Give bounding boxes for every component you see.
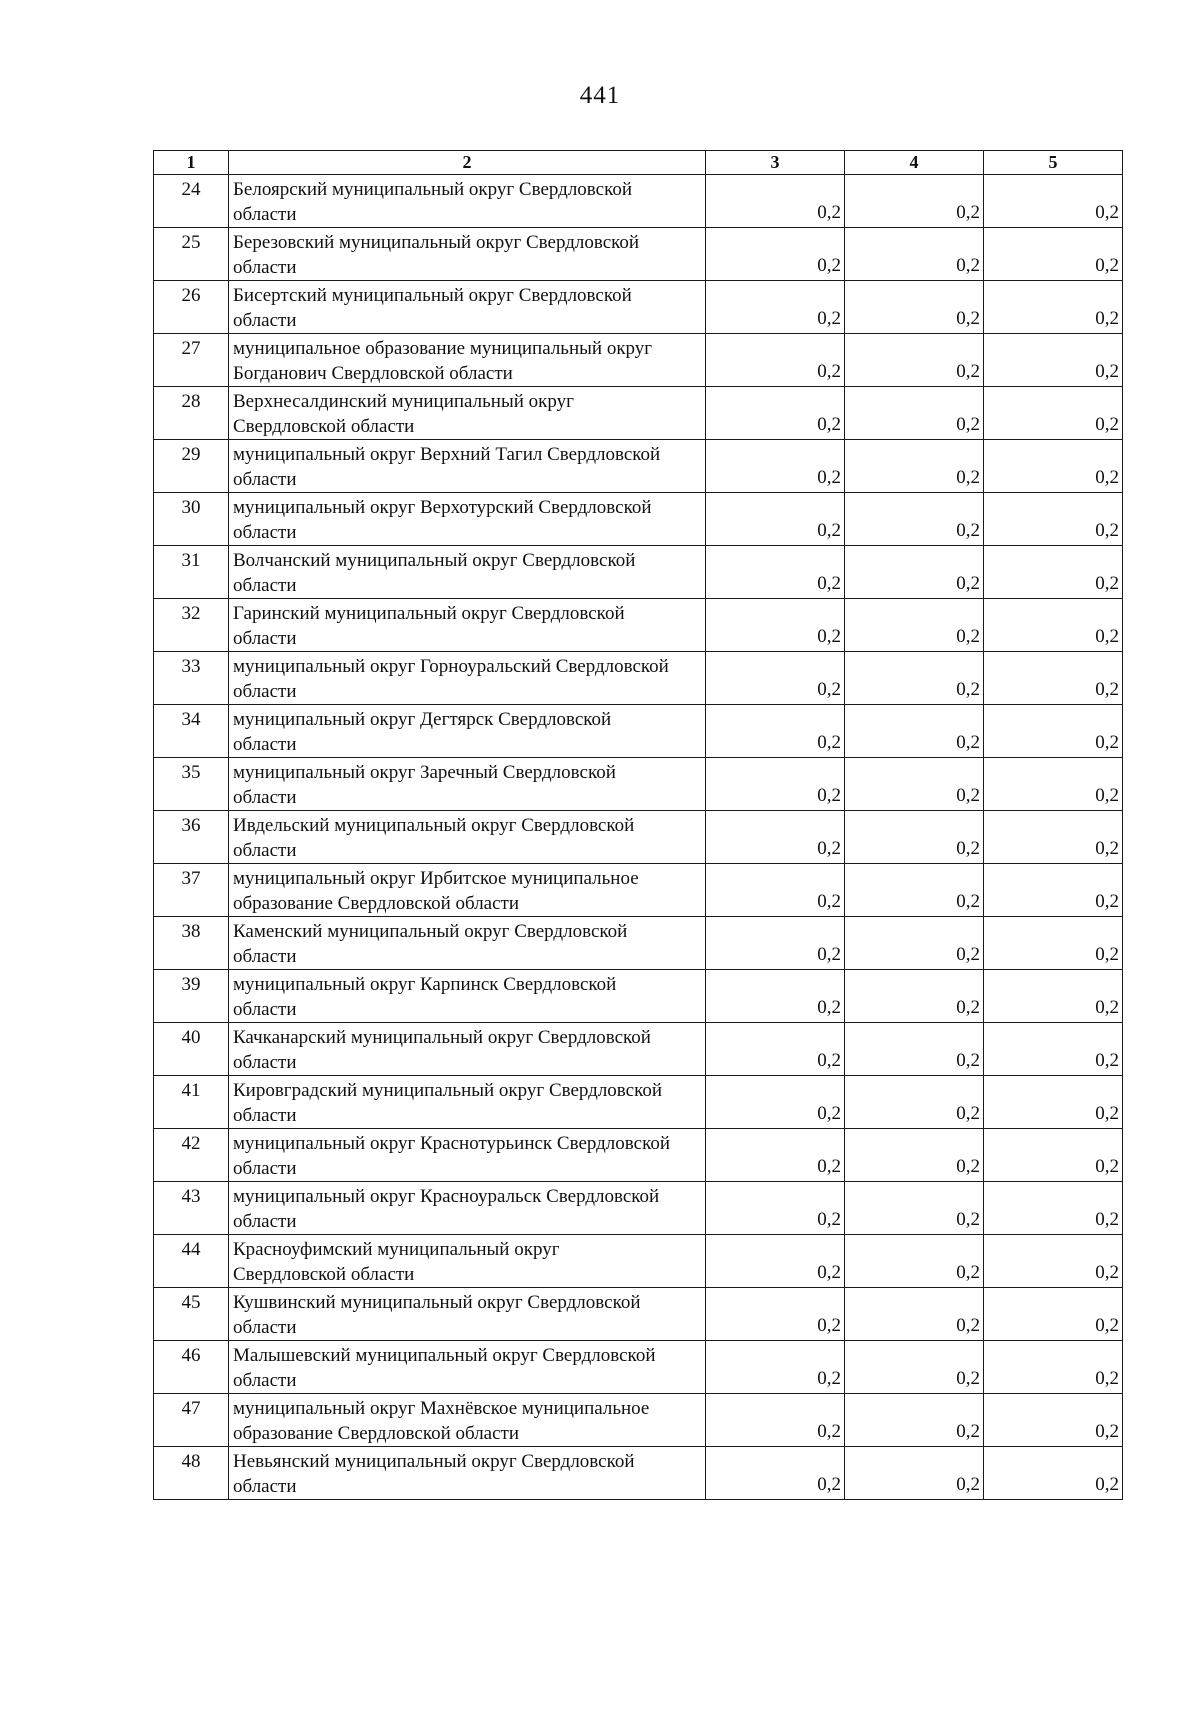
row-number: 36 bbox=[154, 811, 229, 864]
allocation-table bbox=[153, 150, 1123, 1500]
row-number: 33 bbox=[154, 652, 229, 705]
value-col-3: 0,2 bbox=[706, 175, 845, 228]
municipality-name-line-1: муниципальный округ Верхний Тагил Свердловской bbox=[233, 444, 661, 465]
value-col-3: 0,2 bbox=[706, 387, 845, 440]
table-row bbox=[154, 811, 1123, 864]
row-number: 32 bbox=[154, 599, 229, 652]
municipality-name-cell bbox=[229, 599, 706, 652]
value-col-5: 0,2 bbox=[984, 599, 1123, 652]
value-col-5: 0,2 bbox=[984, 334, 1123, 387]
value-col-4: 0,2 bbox=[845, 652, 984, 705]
value-col-5: 0,2 bbox=[984, 546, 1123, 599]
value-col-3: 0,2 bbox=[706, 1235, 845, 1288]
municipality-name-line-1: Березовский муниципальный округ Свердловской bbox=[233, 232, 640, 253]
value-col-5: 0,2 bbox=[984, 493, 1123, 546]
value-col-3: 0,2 bbox=[706, 1341, 845, 1394]
table-row bbox=[154, 493, 1123, 546]
value-col-3: 0,2 bbox=[706, 1394, 845, 1447]
municipality-name-line-1: муниципальный округ Ирбитское муниципальное bbox=[233, 868, 639, 889]
table-header bbox=[154, 151, 1123, 175]
value-col-4: 0,2 bbox=[845, 546, 984, 599]
municipality-name-line-2: области bbox=[233, 575, 297, 596]
municipality-name-cell bbox=[229, 493, 706, 546]
municipality-name-cell bbox=[229, 970, 706, 1023]
value-col-5: 0,2 bbox=[984, 1076, 1123, 1129]
municipality-name-line-2: области bbox=[233, 734, 297, 755]
column-header-2: 2 bbox=[229, 151, 706, 175]
table-row bbox=[154, 1235, 1123, 1288]
value-col-3: 0,2 bbox=[706, 1129, 845, 1182]
municipality-name-cell bbox=[229, 1182, 706, 1235]
municipality-name-cell bbox=[229, 1023, 706, 1076]
municipality-name-line-2: образование Свердловской области bbox=[233, 1423, 520, 1444]
municipality-name-cell bbox=[229, 1288, 706, 1341]
municipality-name-cell bbox=[229, 1129, 706, 1182]
municipality-name-line-1: Качканарский муниципальный округ Свердловской bbox=[233, 1027, 651, 1048]
municipality-name-cell bbox=[229, 175, 706, 228]
value-col-3: 0,2 bbox=[706, 1182, 845, 1235]
municipality-name-cell bbox=[229, 228, 706, 281]
municipality-name-line-1: Белоярский муниципальный округ Свердловской bbox=[233, 179, 633, 200]
table-row bbox=[154, 1288, 1123, 1341]
table-row bbox=[154, 546, 1123, 599]
row-number: 27 bbox=[154, 334, 229, 387]
municipality-name-cell bbox=[229, 811, 706, 864]
municipality-name-line-2: области bbox=[233, 1370, 297, 1391]
municipality-name-line-2: области bbox=[233, 840, 297, 861]
value-col-4: 0,2 bbox=[845, 811, 984, 864]
municipality-name-line-2: области bbox=[233, 1211, 297, 1232]
row-number: 30 bbox=[154, 493, 229, 546]
value-col-3: 0,2 bbox=[706, 228, 845, 281]
value-col-3: 0,2 bbox=[706, 970, 845, 1023]
row-number: 39 bbox=[154, 970, 229, 1023]
value-col-3: 0,2 bbox=[706, 440, 845, 493]
value-col-5: 0,2 bbox=[984, 175, 1123, 228]
value-col-3: 0,2 bbox=[706, 334, 845, 387]
municipality-name-line-1: Каменский муниципальный округ Свердловской bbox=[233, 921, 628, 942]
municipality-name-line-1: Ивдельский муниципальный округ Свердловской bbox=[233, 815, 635, 836]
table-row bbox=[154, 1129, 1123, 1182]
value-col-3: 0,2 bbox=[706, 493, 845, 546]
municipality-name-line-2: области bbox=[233, 681, 297, 702]
municipality-name-line-2: Богданович Свердловской области bbox=[233, 363, 513, 384]
column-header-1: 1 bbox=[154, 151, 229, 175]
value-col-5: 0,2 bbox=[984, 1182, 1123, 1235]
municipality-name-line-1: Кушвинский муниципальный округ Свердловской bbox=[233, 1292, 641, 1313]
value-col-4: 0,2 bbox=[845, 1129, 984, 1182]
municipality-name-cell bbox=[229, 652, 706, 705]
table-row bbox=[154, 440, 1123, 493]
value-col-4: 0,2 bbox=[845, 970, 984, 1023]
value-col-5: 0,2 bbox=[984, 1447, 1123, 1500]
column-header-4: 4 bbox=[845, 151, 984, 175]
value-col-5: 0,2 bbox=[984, 281, 1123, 334]
municipality-name-cell bbox=[229, 1341, 706, 1394]
value-col-4: 0,2 bbox=[845, 1288, 984, 1341]
municipality-name-line-1: муниципальное образование муниципальный округ bbox=[233, 338, 653, 359]
row-number: 45 bbox=[154, 1288, 229, 1341]
value-col-5: 0,2 bbox=[984, 705, 1123, 758]
value-col-3: 0,2 bbox=[706, 1288, 845, 1341]
municipality-name-line-2: Свердловской области bbox=[233, 416, 415, 437]
table-row bbox=[154, 1447, 1123, 1500]
municipality-name-line-2: области bbox=[233, 1317, 297, 1338]
value-col-3: 0,2 bbox=[706, 281, 845, 334]
municipality-name-line-1: Волчанский муниципальный округ Свердловской bbox=[233, 550, 636, 571]
value-col-4: 0,2 bbox=[845, 599, 984, 652]
value-col-4: 0,2 bbox=[845, 917, 984, 970]
municipality-name-cell bbox=[229, 1394, 706, 1447]
municipality-name-cell bbox=[229, 705, 706, 758]
municipality-name-line-2: Свердловской области bbox=[233, 1264, 415, 1285]
value-col-3: 0,2 bbox=[706, 758, 845, 811]
municipality-name-cell bbox=[229, 1235, 706, 1288]
municipality-name-cell bbox=[229, 917, 706, 970]
municipality-name-line-1: Кировградский муниципальный округ Свердловской bbox=[233, 1080, 663, 1101]
municipality-name-cell bbox=[229, 1447, 706, 1500]
municipality-name-line-1: Невьянский муниципальный округ Свердловской bbox=[233, 1451, 635, 1472]
municipality-name-line-1: Бисертский муниципальный округ Свердловской bbox=[233, 285, 632, 306]
table-row bbox=[154, 1076, 1123, 1129]
row-number: 44 bbox=[154, 1235, 229, 1288]
row-number: 46 bbox=[154, 1341, 229, 1394]
municipality-name-line-2: области bbox=[233, 1105, 297, 1126]
row-number: 40 bbox=[154, 1023, 229, 1076]
value-col-5: 0,2 bbox=[984, 1288, 1123, 1341]
value-col-5: 0,2 bbox=[984, 228, 1123, 281]
value-col-3: 0,2 bbox=[706, 1076, 845, 1129]
row-number: 34 bbox=[154, 705, 229, 758]
municipality-name-line-2: области bbox=[233, 946, 297, 967]
value-col-5: 0,2 bbox=[984, 864, 1123, 917]
value-col-4: 0,2 bbox=[845, 1076, 984, 1129]
row-number: 26 bbox=[154, 281, 229, 334]
municipality-name-line-2: области bbox=[233, 522, 297, 543]
table-row bbox=[154, 175, 1123, 228]
row-number: 38 bbox=[154, 917, 229, 970]
municipality-name-line-2: образование Свердловской области bbox=[233, 893, 520, 914]
value-col-3: 0,2 bbox=[706, 864, 845, 917]
municipality-name-line-1: Верхнесалдинский муниципальный округ bbox=[233, 391, 574, 412]
row-number: 25 bbox=[154, 228, 229, 281]
table-row bbox=[154, 1341, 1123, 1394]
municipality-name-cell bbox=[229, 440, 706, 493]
table-row bbox=[154, 1394, 1123, 1447]
value-col-4: 0,2 bbox=[845, 1023, 984, 1076]
table-row bbox=[154, 599, 1123, 652]
row-number: 29 bbox=[154, 440, 229, 493]
row-number: 41 bbox=[154, 1076, 229, 1129]
municipality-name-line-1: Гаринский муниципальный округ Свердловской bbox=[233, 603, 625, 624]
value-col-4: 0,2 bbox=[845, 864, 984, 917]
municipality-name-line-2: области bbox=[233, 257, 297, 278]
value-col-4: 0,2 bbox=[845, 228, 984, 281]
value-col-4: 0,2 bbox=[845, 1182, 984, 1235]
value-col-5: 0,2 bbox=[984, 917, 1123, 970]
table-row bbox=[154, 970, 1123, 1023]
table-row bbox=[154, 705, 1123, 758]
value-col-5: 0,2 bbox=[984, 1341, 1123, 1394]
municipality-name-cell bbox=[229, 546, 706, 599]
value-col-5: 0,2 bbox=[984, 652, 1123, 705]
municipality-name-line-1: муниципальный округ Заречный Свердловской bbox=[233, 762, 616, 783]
value-col-3: 0,2 bbox=[706, 811, 845, 864]
value-col-4: 0,2 bbox=[845, 493, 984, 546]
page-number: 441 bbox=[579, 82, 621, 109]
value-col-5: 0,2 bbox=[984, 440, 1123, 493]
column-header-3: 3 bbox=[706, 151, 845, 175]
table-row bbox=[154, 1182, 1123, 1235]
value-col-5: 0,2 bbox=[984, 387, 1123, 440]
municipality-name-cell bbox=[229, 1076, 706, 1129]
value-col-5: 0,2 bbox=[984, 1023, 1123, 1076]
municipality-name-line-2: области bbox=[233, 204, 297, 225]
value-col-3: 0,2 bbox=[706, 1023, 845, 1076]
table-row bbox=[154, 387, 1123, 440]
value-col-3: 0,2 bbox=[706, 599, 845, 652]
table-row bbox=[154, 228, 1123, 281]
value-col-5: 0,2 bbox=[984, 970, 1123, 1023]
value-col-4: 0,2 bbox=[845, 758, 984, 811]
value-col-4: 0,2 bbox=[845, 281, 984, 334]
municipality-name-line-1: муниципальный округ Краснотурьинск Свердловской bbox=[233, 1133, 670, 1154]
municipality-name-line-2: области bbox=[233, 310, 297, 331]
table-row bbox=[154, 1023, 1123, 1076]
row-number: 48 bbox=[154, 1447, 229, 1500]
value-col-3: 0,2 bbox=[706, 917, 845, 970]
municipality-name-line-1: Малышевский муниципальный округ Свердловской bbox=[233, 1345, 656, 1366]
table-row bbox=[154, 864, 1123, 917]
municipality-name-line-2: области bbox=[233, 628, 297, 649]
value-col-3: 0,2 bbox=[706, 652, 845, 705]
municipality-name-line-1: Красноуфимский муниципальный округ bbox=[233, 1239, 560, 1260]
municipality-name-cell bbox=[229, 387, 706, 440]
value-col-5: 0,2 bbox=[984, 811, 1123, 864]
municipality-name-line-1: муниципальный округ Дегтярск Свердловской bbox=[233, 709, 612, 730]
municipality-name-line-2: области bbox=[233, 999, 297, 1020]
municipality-name-line-1: муниципальный округ Горноуральский Свердловской bbox=[233, 656, 669, 677]
municipality-name-cell bbox=[229, 281, 706, 334]
value-col-3: 0,2 bbox=[706, 705, 845, 758]
row-number: 43 bbox=[154, 1182, 229, 1235]
value-col-4: 0,2 bbox=[845, 1235, 984, 1288]
municipality-name-cell bbox=[229, 758, 706, 811]
municipality-name-line-2: области bbox=[233, 1052, 297, 1073]
table-row bbox=[154, 758, 1123, 811]
value-col-4: 0,2 bbox=[845, 387, 984, 440]
value-col-5: 0,2 bbox=[984, 758, 1123, 811]
table-row bbox=[154, 281, 1123, 334]
header-row bbox=[154, 151, 1123, 175]
table-row bbox=[154, 917, 1123, 970]
municipality-name-line-2: области bbox=[233, 1158, 297, 1179]
table-row bbox=[154, 334, 1123, 387]
value-col-5: 0,2 bbox=[984, 1235, 1123, 1288]
municipality-name-line-2: области bbox=[233, 469, 297, 490]
value-col-4: 0,2 bbox=[845, 1394, 984, 1447]
value-col-3: 0,2 bbox=[706, 1447, 845, 1500]
row-number: 35 bbox=[154, 758, 229, 811]
municipality-name-line-1: муниципальный округ Карпинск Свердловской bbox=[233, 974, 617, 995]
row-number: 42 bbox=[154, 1129, 229, 1182]
row-number: 28 bbox=[154, 387, 229, 440]
value-col-3: 0,2 bbox=[706, 546, 845, 599]
row-number: 24 bbox=[154, 175, 229, 228]
column-header-5: 5 bbox=[984, 151, 1123, 175]
value-col-4: 0,2 bbox=[845, 1447, 984, 1500]
row-number: 37 bbox=[154, 864, 229, 917]
value-col-4: 0,2 bbox=[845, 440, 984, 493]
table-body bbox=[154, 175, 1123, 1500]
value-col-4: 0,2 bbox=[845, 334, 984, 387]
value-col-4: 0,2 bbox=[845, 1341, 984, 1394]
value-col-4: 0,2 bbox=[845, 705, 984, 758]
table-row bbox=[154, 652, 1123, 705]
row-number: 31 bbox=[154, 546, 229, 599]
municipality-name-line-1: муниципальный округ Красноуральск Свердловской bbox=[233, 1186, 660, 1207]
value-col-5: 0,2 bbox=[984, 1129, 1123, 1182]
row-number: 47 bbox=[154, 1394, 229, 1447]
municipality-name-line-2: области bbox=[233, 1476, 297, 1497]
value-col-4: 0,2 bbox=[845, 175, 984, 228]
municipality-name-line-1: муниципальный округ Верхотурский Свердловской bbox=[233, 497, 652, 518]
municipality-name-line-2: области bbox=[233, 787, 297, 808]
municipality-name-cell bbox=[229, 864, 706, 917]
municipality-name-line-1: муниципальный округ Махнёвское муниципальное bbox=[233, 1398, 650, 1419]
value-col-5: 0,2 bbox=[984, 1394, 1123, 1447]
municipality-name-cell bbox=[229, 334, 706, 387]
